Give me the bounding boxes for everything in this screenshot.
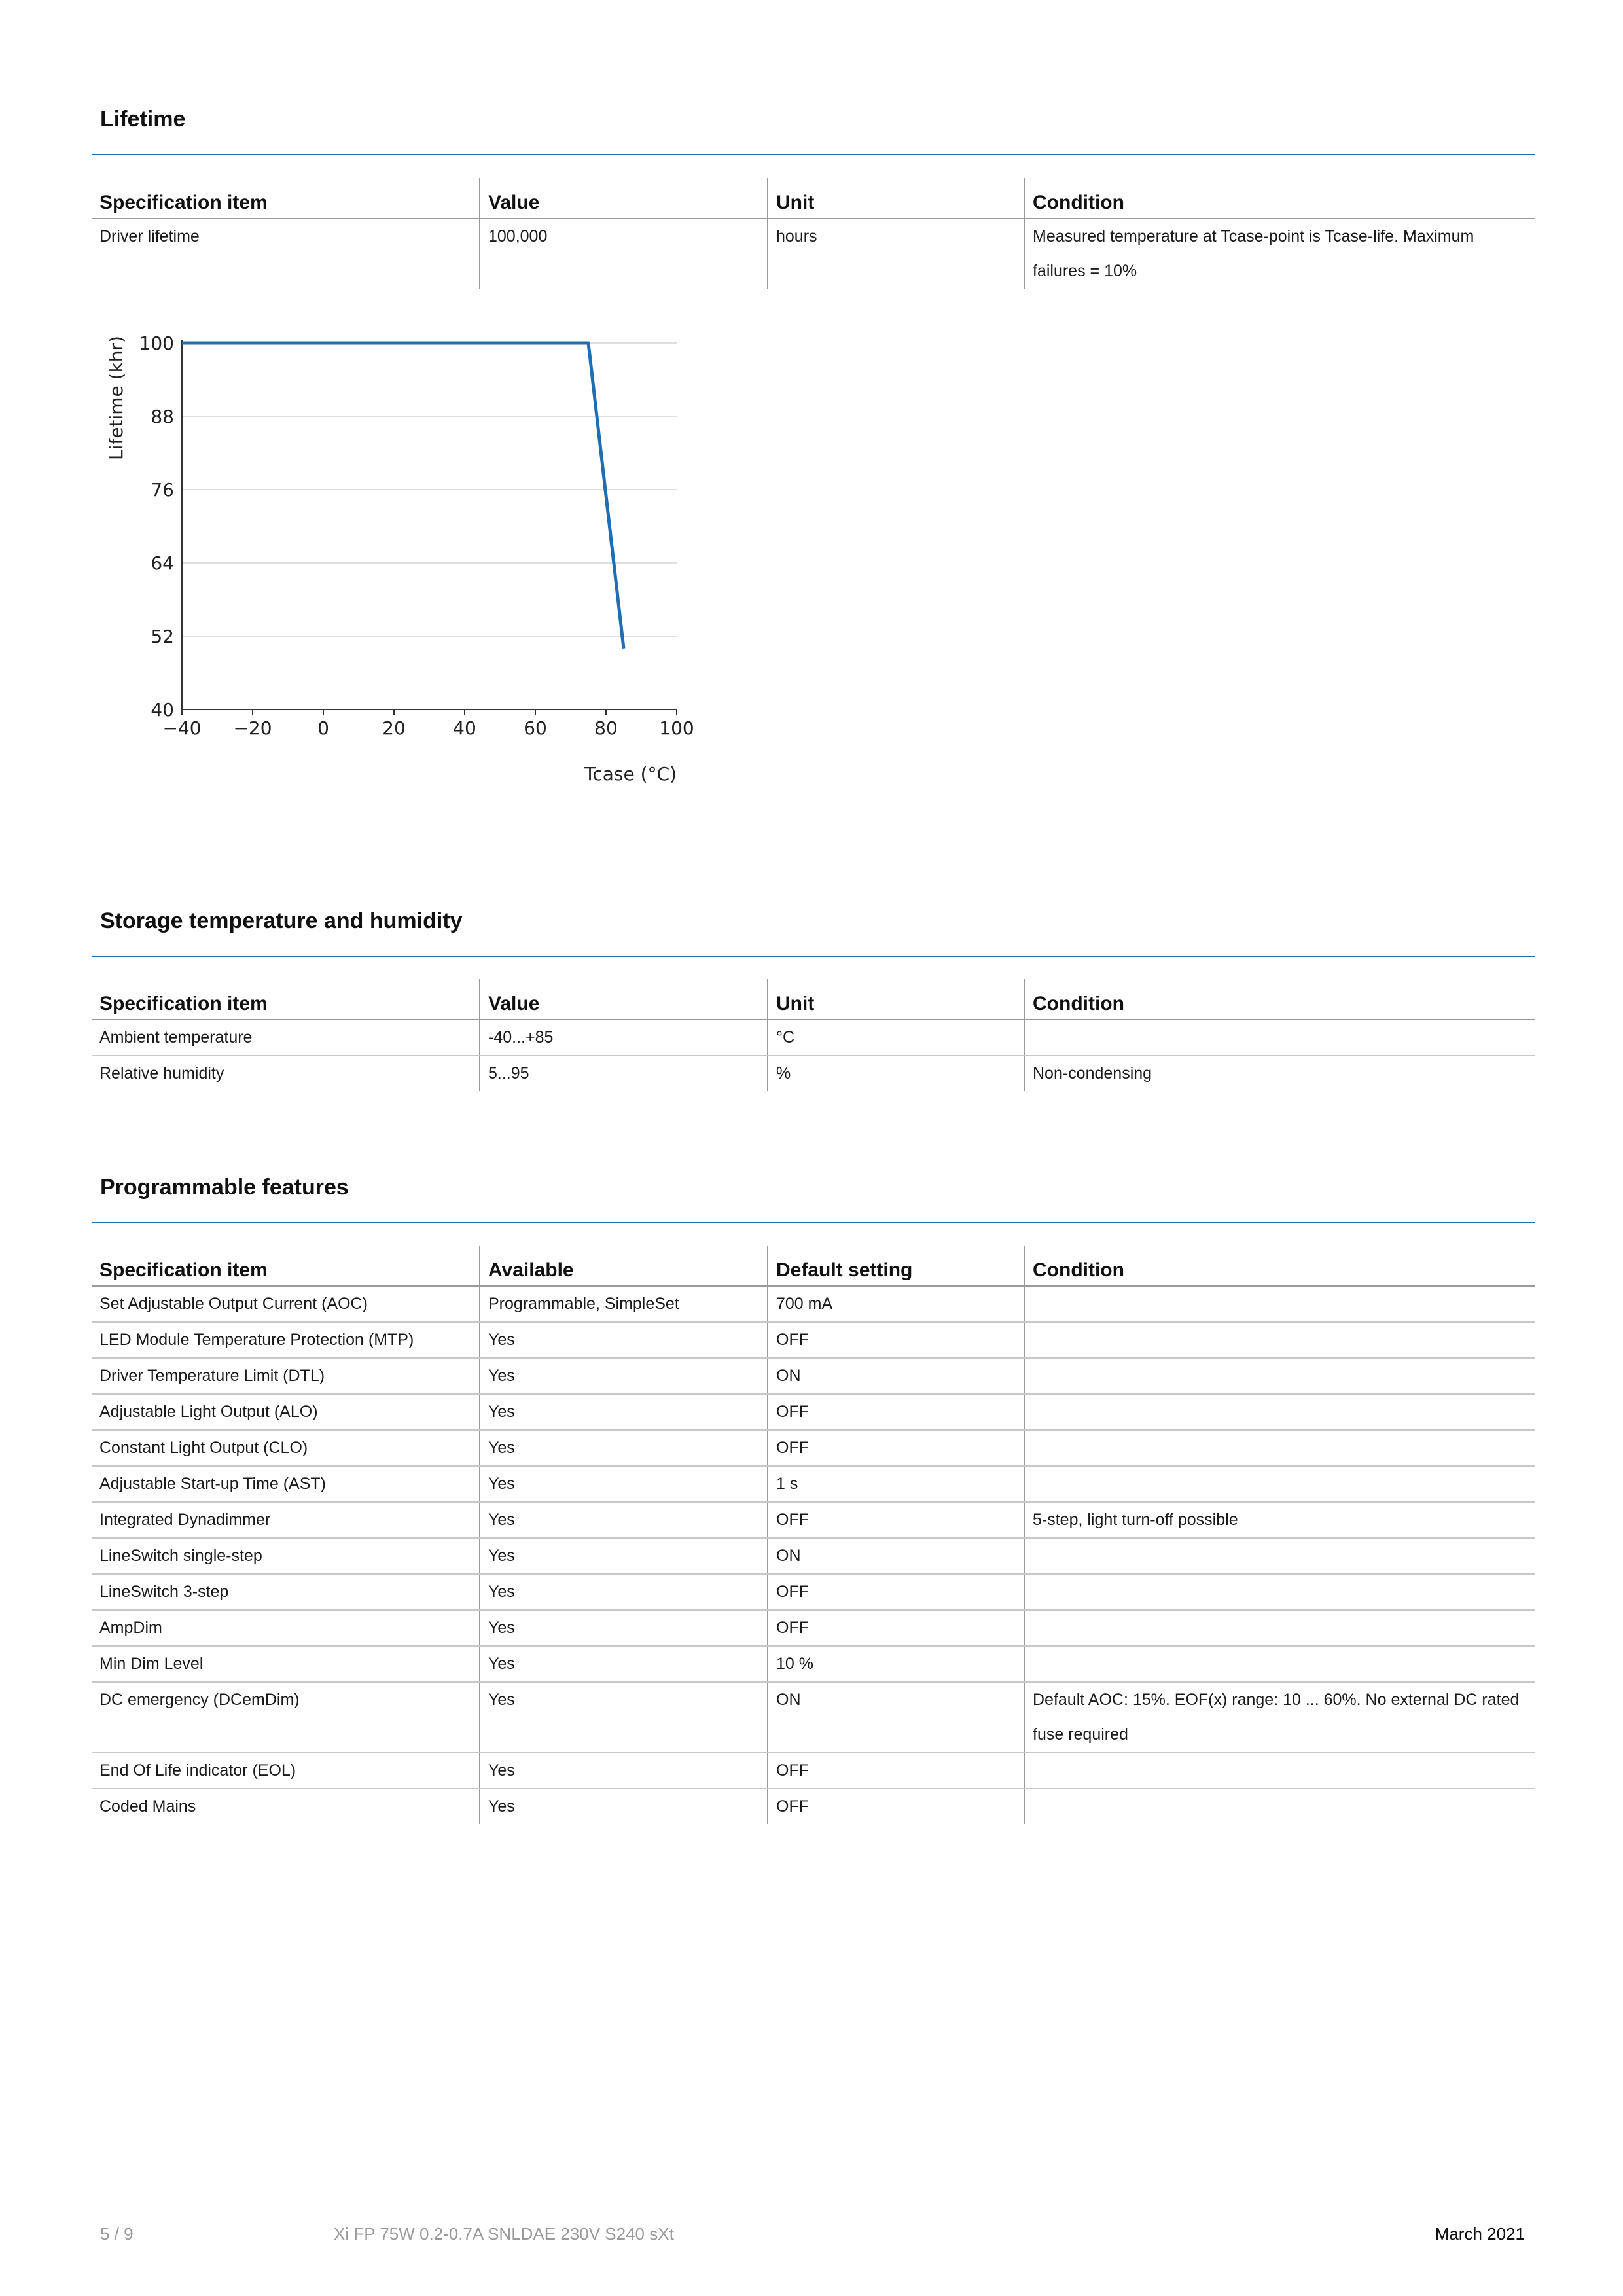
lifetime-table: [92, 178, 1535, 289]
table-row: [92, 1610, 1535, 1646]
y-axis-label: Lifetime (khr): [105, 336, 127, 460]
x-tick-label: −40: [162, 717, 202, 739]
table-cell: OFF: [768, 1610, 1024, 1646]
table-row: [92, 1358, 1535, 1394]
table-row: [92, 1466, 1535, 1502]
section-divider: [92, 956, 1535, 957]
table-row: [92, 1682, 1535, 1753]
table-cell: Yes: [480, 1358, 768, 1394]
column-header: Unit: [768, 178, 1024, 219]
table-cell: Non-condensing: [1024, 1056, 1535, 1091]
table-cell: Default AOC: 15%. EOF(x) range: 10 ... 60%. No external DC rated fuse required: [1024, 1682, 1535, 1753]
lifetime-chart: [92, 321, 720, 818]
column-header: Unit: [768, 979, 1024, 1020]
table-cell: -40...+85: [480, 1020, 768, 1056]
table-cell: Integrated Dynadimmer: [92, 1502, 480, 1538]
x-tick-label: 100: [659, 717, 694, 739]
table-row: [92, 219, 1535, 289]
table-cell: [1024, 1430, 1535, 1466]
table-cell: OFF: [768, 1502, 1024, 1538]
table-cell: Yes: [480, 1394, 768, 1430]
table-cell: °C: [768, 1020, 1024, 1056]
table-cell: OFF: [768, 1394, 1024, 1430]
table-cell: [1024, 1538, 1535, 1574]
column-header: Specification item: [92, 178, 480, 219]
table-row: [92, 1430, 1535, 1466]
table-cell: Driver lifetime: [99, 227, 200, 245]
section-title-programmable: Programmable features: [100, 1175, 349, 1200]
table-cell: [1024, 1466, 1535, 1502]
x-tick-label: 20: [382, 717, 406, 739]
table-row: [92, 1574, 1535, 1610]
table-cell: [1024, 1789, 1535, 1824]
table-cell: Yes: [480, 1502, 768, 1538]
table-cell: DC emergency (DCemDim): [92, 1682, 480, 1753]
table-row: [92, 1394, 1535, 1430]
table-cell: [1024, 1610, 1535, 1646]
y-tick-label: 100: [139, 332, 174, 354]
table-cell: OFF: [768, 1574, 1024, 1610]
table-cell: ON: [768, 1358, 1024, 1394]
table-row: [92, 1286, 1535, 1322]
table-cell: [1024, 1394, 1535, 1430]
table-cell: Yes: [480, 1430, 768, 1466]
column-header: Condition: [1024, 178, 1535, 219]
column-header: Condition: [1024, 1246, 1535, 1286]
table-cell: [1024, 1358, 1535, 1394]
x-tick-label: 60: [524, 717, 547, 739]
section-title-storage: Storage temperature and humidity: [100, 908, 463, 933]
table-cell: 5-step, light turn-off possible: [1024, 1502, 1535, 1538]
table-cell: Adjustable Light Output (ALO): [92, 1394, 480, 1430]
column-header: Default setting: [768, 1246, 1024, 1286]
table-cell: [1024, 1574, 1535, 1610]
table-cell: 700 mA: [768, 1286, 1024, 1322]
table-row: [92, 1789, 1535, 1824]
table-row: [92, 1322, 1535, 1358]
table-cell: Constant Light Output (CLO): [92, 1430, 480, 1466]
footer-product-name: Xi FP 75W 0.2-0.7A SNLDAE 230V S240 sXt: [334, 2224, 674, 2244]
table-cell: End Of Life indicator (EOL): [92, 1753, 480, 1789]
y-tick-label: 76: [151, 479, 174, 501]
table-row: [92, 1502, 1535, 1538]
table-cell: Yes: [480, 1646, 768, 1682]
x-tick-label: 40: [453, 717, 476, 739]
section-title-lifetime: Lifetime: [100, 107, 186, 132]
table-cell: Yes: [480, 1538, 768, 1574]
column-header: Condition: [1024, 979, 1535, 1020]
table-cell: 10 %: [768, 1646, 1024, 1682]
column-header: Specification item: [92, 979, 480, 1020]
table-cell: Yes: [480, 1322, 768, 1358]
storage-table: [92, 979, 1535, 1091]
table-cell: AmpDim: [92, 1610, 480, 1646]
table-cell: [1024, 1286, 1535, 1322]
table-row: [92, 1020, 1535, 1056]
table-cell: 5...95: [480, 1056, 768, 1091]
table-header-row: [92, 178, 1535, 219]
x-axis-label: Tcase (°C): [584, 763, 677, 785]
table-cell: Relative humidity: [99, 1064, 224, 1083]
table-cell: Yes: [480, 1789, 768, 1824]
footer-page-number: 5 / 9: [100, 2224, 134, 2244]
footer-date: March 2021: [1435, 2224, 1525, 2244]
table-cell: Yes: [480, 1574, 768, 1610]
table-header-row: [92, 979, 1535, 1020]
table-cell: Yes: [480, 1682, 768, 1753]
x-tick-label: 80: [594, 717, 618, 739]
table-cell: ON: [768, 1538, 1024, 1574]
table-cell: Yes: [480, 1753, 768, 1789]
table-cell: Driver Temperature Limit (DTL): [92, 1358, 480, 1394]
column-header: Available: [480, 1246, 768, 1286]
table-cell: LineSwitch 3-step: [92, 1574, 480, 1610]
table-cell: ON: [768, 1682, 1024, 1753]
table-cell: OFF: [768, 1322, 1024, 1358]
table-row: [92, 1646, 1535, 1682]
table-cell: LineSwitch single-step: [92, 1538, 480, 1574]
table-cell: [1024, 1020, 1535, 1056]
y-tick-label: 40: [151, 699, 174, 721]
table-row: [92, 1753, 1535, 1789]
table-header-row: [92, 1246, 1535, 1286]
y-tick-label: 52: [151, 626, 174, 647]
column-header: Specification item: [92, 1246, 480, 1286]
programmable-table: [92, 1246, 1535, 1824]
x-tick-label: 0: [317, 717, 329, 739]
table-cell: hours: [768, 219, 1024, 289]
table-cell: OFF: [768, 1753, 1024, 1789]
y-tick-label: 64: [151, 552, 174, 574]
table-cell: Measured temperature at Tcase-point is Tcase-life. Maximum failures = 10%: [1024, 219, 1535, 289]
table-cell: Min Dim Level: [92, 1646, 480, 1682]
column-header: Value: [480, 178, 768, 219]
table-cell: 100,000: [480, 219, 768, 289]
table-row: [92, 1056, 1535, 1091]
table-cell: Yes: [480, 1610, 768, 1646]
table-cell: Adjustable Start-up Time (AST): [92, 1466, 480, 1502]
section-divider: [92, 1222, 1535, 1223]
table-cell: [1024, 1322, 1535, 1358]
table-cell: Ambient temperature: [92, 1020, 480, 1056]
table-cell: [1024, 1646, 1535, 1682]
section-divider: [92, 154, 1535, 155]
table-cell: Yes: [480, 1466, 768, 1502]
table-row: [92, 1538, 1535, 1574]
table-cell: [1024, 1753, 1535, 1789]
x-tick-label: −20: [233, 717, 272, 739]
table-cell: 1 s: [768, 1466, 1024, 1502]
table-cell: LED Module Temperature Protection (MTP): [92, 1322, 480, 1358]
table-cell: OFF: [768, 1789, 1024, 1824]
series-line: [182, 343, 624, 649]
table-cell: Coded Mains: [99, 1797, 196, 1816]
table-cell: %: [768, 1056, 1024, 1091]
column-header: Value: [480, 979, 768, 1020]
y-tick-label: 88: [151, 406, 174, 427]
table-cell: OFF: [768, 1430, 1024, 1466]
table-cell: Set Adjustable Output Current (AOC): [92, 1286, 480, 1322]
table-cell: Programmable, SimpleSet: [480, 1286, 768, 1322]
